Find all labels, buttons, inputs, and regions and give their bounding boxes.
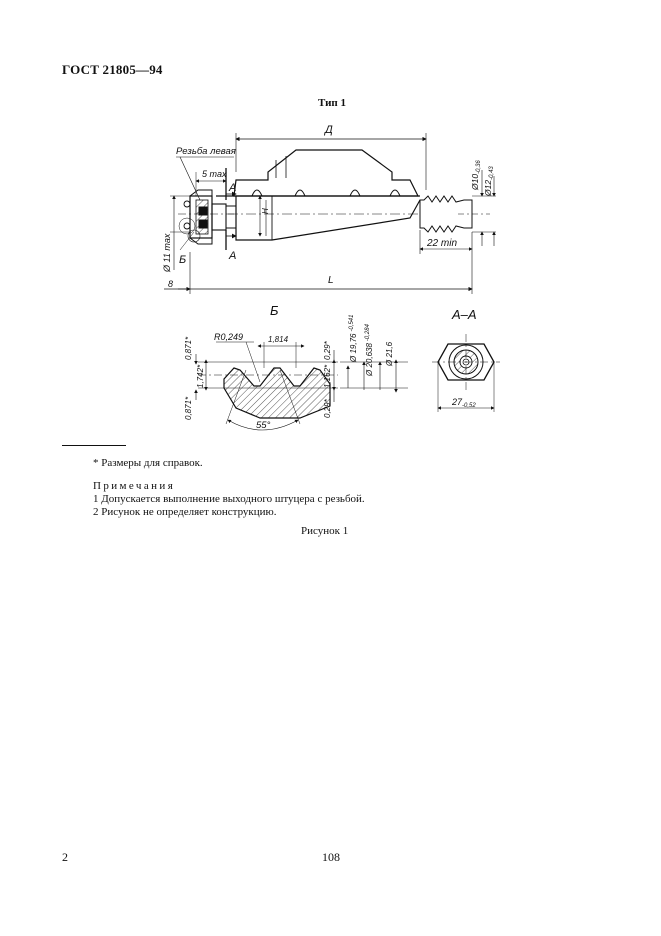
dim-L: L [328,275,334,286]
dim-pitch: 1,814 [268,335,289,344]
dim-1742: 1,742* [196,364,205,388]
svg-text:Ø12-0,43: $Ø12_{-0,43}$ [483,166,495,196]
dim-27: $27_{-0,52}$ [452,397,476,409]
svg-text:Ø 19,76-0,541: Ø $19,76^{-0,541}$ [349,314,358,362]
dim-8: 8 [168,279,174,289]
dim-0871-top: 0,871* [184,336,193,360]
dim-029-top: 0,29* [323,341,332,360]
dim-d19 [349,315,358,363]
footnote-separator [62,445,126,446]
dim-thread-label: Резьба левая [176,146,236,157]
detail-B-title: Б [270,303,279,318]
section-aa [432,334,500,412]
section-A-top: А [229,182,237,194]
detail-B-ref: Б [179,254,187,266]
dim-5max: 5 max [202,169,227,179]
section-A-bottom: А [229,250,237,262]
dim-1162: 1,162* [323,364,332,388]
svg-text:Ø 20,638-0,284: Ø $20,638^{-0,284}$ [365,324,374,376]
section-AA-title: А–А [452,307,477,322]
dim-d21: Ø 21,6 [385,341,394,366]
dim-angle-55: 55° [256,420,271,431]
dim-0871-bottom: 0,871* [184,396,193,420]
notes-heading: Примечания [93,480,176,492]
detail-b [196,342,408,430]
dim-d20 [365,323,374,377]
type-label: Тип 1 [318,97,346,109]
dim-D: Д [325,124,333,136]
svg-text:Ø10-0,36: $Ø10_{-0,36}$ [470,160,482,190]
dim-d10 [470,160,482,191]
dim-d11max: Ø 11 max [162,233,172,272]
footnote: * Размеры для справок. [93,457,203,469]
main-view [164,133,496,294]
dim-22min: 22 min [427,238,458,249]
dim-d12 [483,166,495,197]
dim-029-bottom: 0,29* [323,399,332,418]
page-number-left: 2 [62,850,68,864]
standard-header: ГОСТ 21805—94 [62,62,163,77]
figure-caption: Рисунок 1 [301,525,349,537]
dim-R0249: R0,249 [214,332,244,342]
page-number-center: 108 [322,850,340,864]
note-item-2: 2 Рисунок не определяет конструкцию. [93,506,277,518]
dim-H: Н [261,208,270,214]
note-item-1: 1 Допускается выполнение выходного штуцера с резьбой. [93,493,365,505]
